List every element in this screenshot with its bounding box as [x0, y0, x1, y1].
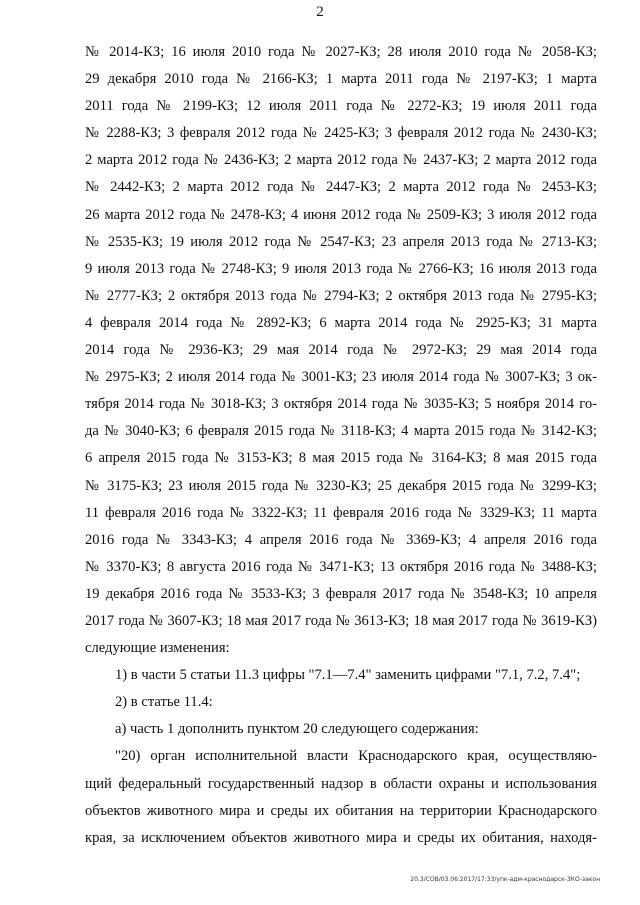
text-line: следующие изменения:	[85, 640, 230, 657]
text-line: № 2975-КЗ; 2 июля 2014 года № 3001-КЗ; 23 июля 2014 года № 3007-КЗ; 3 ок-	[85, 369, 597, 386]
text-line: 2 марта 2012 года № 2436-КЗ; 2 марта 2012 года № 2437-КЗ; 2 марта 2012 года	[85, 152, 597, 169]
text-line: тября 2014 года № 3018-КЗ; 3 октября 2014 года № 3035-КЗ; 5 ноября 2014 го-	[85, 396, 597, 413]
text-line: 2016 года № 3343-КЗ; 4 апреля 2016 года № 3369-КЗ; 4 апреля 2016 года	[85, 531, 597, 548]
text-line: № 2535-КЗ; 19 июля 2012 года № 2547-КЗ; 23 апреля 2013 года № 2713-КЗ;	[85, 233, 597, 250]
text-line: № 2777-КЗ; 2 октября 2013 года № 2794-КЗ; 2 октября 2013 года № 2795-КЗ;	[85, 287, 597, 304]
text-line: 11 февраля 2016 года № 3322-КЗ; 11 февраля 2016 года № 3329-КЗ; 11 марта	[85, 504, 597, 521]
text-line: № 3175-КЗ; 23 июля 2015 года № 3230-КЗ; 25 декабря 2015 года № 3299-КЗ;	[85, 477, 597, 494]
page-number: 2	[316, 4, 324, 20]
document-body	[85, 39, 597, 852]
text-line: края, за исключением объектов животного мира и среды их обитания, находя-	[85, 829, 597, 846]
text-line: 19 декабря 2016 года № 3533-КЗ; 3 февраля 2017 года № 3548-КЗ; 10 апреля	[85, 585, 597, 602]
text-line: 2014 года № 2936-КЗ; 29 мая 2014 года № 2972-КЗ; 29 мая 2014 года	[85, 342, 597, 359]
text-line: № 2442-КЗ; 2 марта 2012 года № 2447-КЗ; 2 марта 2012 года № 2453-КЗ;	[85, 179, 597, 196]
text-line: № 2014-КЗ; 16 июля 2010 года № 2027-КЗ; 28 июля 2010 года № 2058-КЗ;	[85, 44, 597, 60]
text-line: 2011 года № 2199-КЗ; 12 июля 2011 года № 2272-КЗ; 19 июля 2011 года	[85, 98, 597, 115]
text-line: 2017 года № 3607-КЗ; 18 мая 2017 года № 3613-КЗ; 18 мая 2017 года № 3619-КЗ)	[85, 612, 597, 629]
text-line: 26 марта 2012 года № 2478-КЗ; 4 июня 2012 года № 2509-КЗ; 3 июля 2012 года	[85, 206, 597, 223]
text-line: "20) орган исполнительной власти Краснодарского края, осуществляю-	[115, 748, 597, 765]
text-line: 4 февраля 2014 года № 2892-КЗ; 6 марта 2014 года № 2925-КЗ; 31 марта	[85, 314, 597, 331]
text-line: щий федеральный государственный надзор в области охраны и использования	[85, 775, 597, 792]
text-line: 2) в статье 11.4:	[115, 694, 213, 711]
text-line: № 2288-КЗ; 3 февраля 2012 года № 2425-КЗ; 3 февраля 2012 года № 2430-КЗ;	[85, 125, 597, 142]
text-line: 6 апреля 2015 года № 3153-КЗ; 8 мая 2015 года № 3164-КЗ; 8 мая 2015 года	[85, 450, 597, 467]
footer-reference: 20.3/СОВ/03.06.2017/17:33/упк-адм-краснодарск-ЗКО-закон	[410, 876, 600, 883]
text-line: № 3370-КЗ; 8 августа 2016 года № 3471-КЗ; 13 октября 2016 года № 3488-КЗ;	[85, 558, 597, 575]
text-line: 9 июля 2013 года № 2748-КЗ; 9 июля 2013 года № 2766-КЗ; 16 июля 2013 года	[85, 260, 597, 277]
text-line: 29 декабря 2010 года № 2166-КЗ; 1 марта 2011 года № 2197-КЗ; 1 марта	[85, 71, 597, 88]
text-line: а) часть 1 дополнить пунктом 20 следующего содержания:	[115, 721, 479, 738]
text-line: да № 3040-КЗ; 6 февраля 2015 года № 3118-КЗ; 4 марта 2015 года № 3142-КЗ;	[85, 423, 597, 440]
text-line: объектов животного мира и среды их обитания на территории Краснодарского	[85, 802, 597, 819]
text-line: 1) в части 5 статьи 11.3 цифры "7.1—7.4" заменить цифрами "7.1, 7.2, 7.4";	[115, 667, 581, 684]
